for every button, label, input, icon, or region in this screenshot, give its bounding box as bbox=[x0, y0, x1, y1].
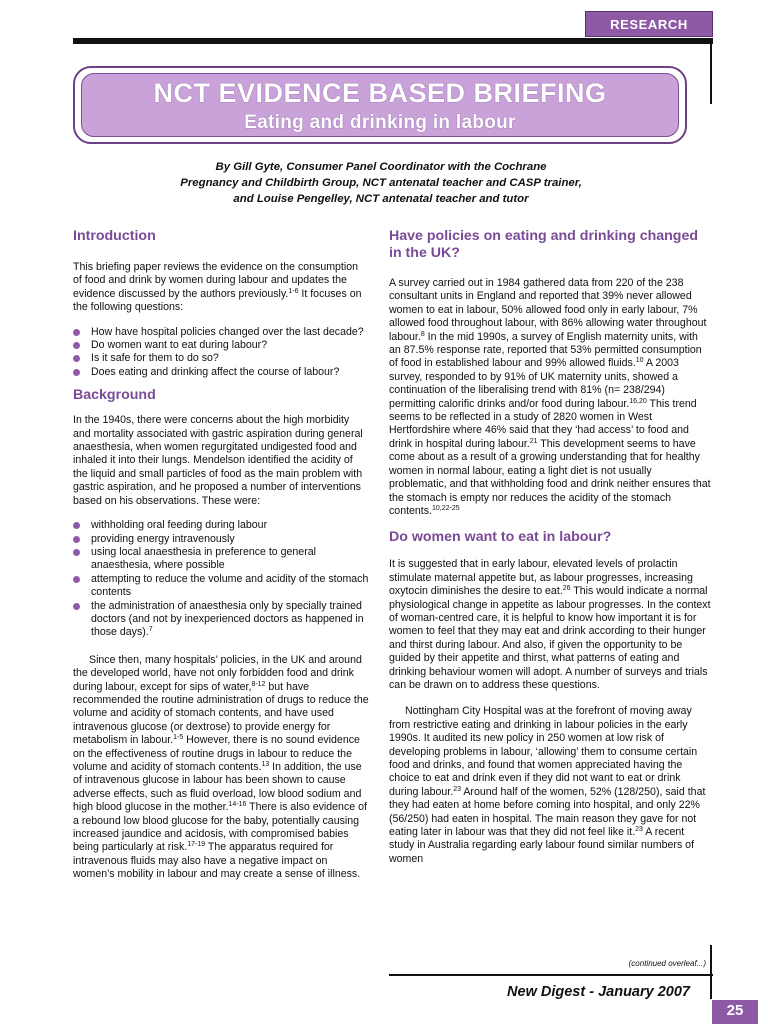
footer-rule-vertical bbox=[710, 945, 712, 999]
list-item: the administration of anaesthesia only by specially trained doctors (and not by inexperienced doctors as happened in those days).$^7$ bbox=[73, 600, 369, 640]
appetite-paragraph: It is suggested that in early labour, elevated levels of prolactin stimulate maternal appetite but, as labour progresses, increasing oxytocin diminishes the desire to eat.$^{26}$ This would indicate a normal physiological change in appetite as labour progresses. In the context of woman-centred care, it is helpful to know how important it is for women to feel that they may eat and drink according to their hunger and thirst during labour. And also, if given the opportunity to be guided by their appetite and thirst, what patterns of eating and drinking behaviour women will adopt. A number of surveys and trials can be drawn on to address these questions. bbox=[389, 558, 711, 691]
list-item: using local anaesthesia in preference to general anaesthesia, where possible bbox=[73, 546, 369, 573]
right-rule bbox=[710, 38, 712, 104]
nottingham-paragraph: Nottingham City Hospital was at the forefront of moving away from restrictive eating and drinking in labour policies in the early 1990s. It audited its new policy in 250 women at low risk of developing problems in labour, ‘allowing’ them to consume certain food and drinks, and found that women appreciated having the choice to eat and drink even if they did not want to eat or drink during labour.$^{23}$ Around half of the women, 52% (128/250), said that they had eaten at home before coming into hospital, and only 22% (56/250) had eaten in hospital. The main reason they gave for not eating later in labour was that they did not feel like it.$^{23}$ A recent study in Australia regarding early labour found similar numbers of women bbox=[389, 705, 706, 865]
page-number: 25 bbox=[712, 1000, 758, 1024]
intro-paragraph: This briefing paper reviews the evidence on the consumption of food and drink by women during labour and updates the evidence discussed by the authors previously.$^{1-6}$ It focuses on the following questions: bbox=[73, 261, 362, 314]
top-rule bbox=[73, 38, 713, 44]
interventions-list bbox=[73, 519, 369, 640]
publication-footer: New Digest - January 2007 bbox=[507, 984, 690, 1000]
title-banner-fill bbox=[81, 73, 679, 137]
list-item: Is it safe for them to do so? bbox=[73, 352, 369, 365]
policies-paragraph: A survey carried out in 1984 gathered data from 220 of the 238 consultant units in England and reported that 39% never allowed women to eat in labour, 50% allowed food only in early labour, 7% allowed food throughout labour, with 86% allowing water throughout labour.$^8$ In the mid 1990s, a survey of English maternity units, with an 87.5% response rate, reported that 53% permitted consumption of food in established labour and 99% allowed fluids.$^{10}$ A 2003 survey, responded to by 91% of UK maternity units, showed a continuation of the liberalising trend with 81% (n= 238/294) permitting calorific drinks and/or food during labour.$^{16,20}$ This trend seems to be reflected in a study of 2820 women in West Hertfordshire where 46% said that they ‘had access’ to food and drink in hospital during labour.$^{21}$ This development seems to have come about as a result of a growing understanding that for healthy women in normal labour, eating a light diet is not usually problematic, and that withholding food and drink neither ensures that the stomach is empty nor reduces the acidity of the stomach contents.$^{10,22-25}$ bbox=[389, 277, 711, 517]
list-item: attempting to reduce the volume and acidity of the stomach contents bbox=[73, 573, 369, 600]
policies-heading: Have policies on eating and drinking changed in the UK? bbox=[389, 228, 699, 261]
left-column bbox=[73, 228, 369, 882]
article-title: NCT EVIDENCE BASED BRIEFING bbox=[153, 78, 607, 108]
list-item: withholding oral feeding during labour bbox=[73, 519, 369, 532]
background-heading: Background bbox=[73, 387, 156, 404]
continued-note: (continued overleaf...) bbox=[628, 959, 706, 968]
questions-list bbox=[73, 326, 369, 380]
list-item: How have hospital policies changed over the last decade? bbox=[73, 326, 369, 339]
byline-line: By Gill Gyte, Consumer Panel Coordinator with the Cochrane bbox=[215, 161, 547, 173]
byline bbox=[90, 159, 672, 207]
section-tab: RESEARCH bbox=[585, 11, 713, 37]
byline-line: Pregnancy and Childbirth Group, NCT antenatal teacher and CASP trainer, bbox=[180, 177, 582, 189]
since-paragraph: Since then, many hospitals’ policies, in the UK and around the developed world, have not only forbidden food and drink during labour, except for sips of water,$^{8-12}$ but have recommended the routine administration of drugs to reduce the volume and acidity of stomach contents, and have used intravenous glucose (or dextrose) to provide energy for metabolism in labour.$^{1-5}$ However, there is no sound evidence on the effectiveness of routine drugs in labour to reduce the volume and acidity of stomach contents.$^{13}$ In addition, the use of intravenous glucose in labour has been shown to cause adverse effects, such as fluid overload, low blood sodium and high blood glucose in the mother.$^{14-16}$ There is also evidence of a rebound low blood glucose for the baby, potentially causing increased jaundice and acidosis, with compromised babies being particularly at risk.$^{17-19}$ The apparatus required for intravenous fluids may also have a negative impact on women’s mobility in labour and may create a sense of illness. bbox=[73, 653, 369, 881]
byline-line: and Louise Pengelley, NCT antenatal teacher and tutor bbox=[233, 193, 529, 205]
footer-rule bbox=[389, 974, 713, 976]
introduction-heading: Introduction bbox=[73, 228, 156, 244]
background-paragraph: In the 1940s, there were concerns about the high morbidity and mortality associated with gastric aspiration during general anaesthesia, when women regurgitated undigested food and inhaled it into their lungs. Mendelson identified the acidity of the liquid and small particles of food as the main problem with gastric aspiration, and he proposed a number of interventions based on his observations. These were: bbox=[73, 414, 363, 507]
list-item: Does eating and drinking affect the course of labour? bbox=[73, 366, 369, 379]
list-item: providing energy intravenously bbox=[73, 533, 369, 546]
right-column bbox=[389, 228, 711, 866]
eat-in-labour-heading: Do women want to eat in labour? bbox=[389, 529, 612, 546]
title-banner bbox=[73, 66, 687, 144]
list-item: Do women want to eat during labour? bbox=[73, 339, 369, 352]
article-subtitle: Eating and drinking in labour bbox=[244, 112, 516, 133]
